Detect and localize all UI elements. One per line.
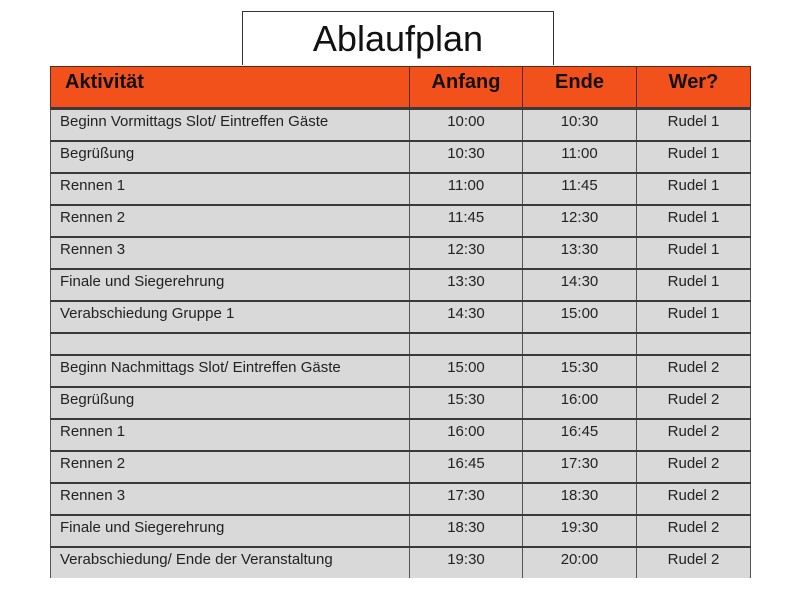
table-row (51, 109, 751, 141)
cell-start (410, 333, 523, 355)
cell-activity: Rennen 1 (51, 419, 410, 451)
header-who: Wer? (637, 67, 751, 109)
cell-start: 18:30 (410, 515, 523, 547)
header-end: Ende (523, 67, 637, 109)
header-start: Anfang (410, 67, 523, 109)
cell-end: 17:30 (523, 451, 637, 483)
table-row (51, 483, 751, 515)
cell-end: 11:00 (523, 141, 637, 173)
cell-start: 14:30 (410, 301, 523, 333)
cell-who (637, 333, 751, 355)
spacer-row (51, 333, 751, 355)
cell-who: Rudel 2 (637, 547, 751, 579)
cell-end: 12:30 (523, 205, 637, 237)
cell-who: Rudel 2 (637, 451, 751, 483)
cell-activity: Verabschiedung Gruppe 1 (51, 301, 410, 333)
cell-activity: Finale und Siegerehrung (51, 269, 410, 301)
cell-activity: Rennen 1 (51, 173, 410, 205)
cell-start: 11:45 (410, 205, 523, 237)
cell-start: 16:45 (410, 451, 523, 483)
cell-activity: Beginn Nachmittags Slot/ Eintreffen Gäste (51, 355, 410, 387)
page-title: Ablaufplan (242, 11, 554, 65)
table-row (51, 237, 751, 269)
cell-who: Rudel 2 (637, 515, 751, 547)
table-row (51, 205, 751, 237)
schedule-table (50, 66, 751, 579)
cell-start: 12:30 (410, 237, 523, 269)
cell-who: Rudel 2 (637, 483, 751, 515)
cell-end (523, 333, 637, 355)
cell-who: Rudel 1 (637, 173, 751, 205)
cell-activity: Rennen 2 (51, 205, 410, 237)
table-row (51, 355, 751, 387)
cell-who: Rudel 1 (637, 205, 751, 237)
table-row (51, 547, 751, 579)
cell-who: Rudel 1 (637, 141, 751, 173)
cell-start: 19:30 (410, 547, 523, 579)
cell-who: Rudel 1 (637, 109, 751, 141)
cell-end: 16:45 (523, 419, 637, 451)
cell-start: 10:30 (410, 141, 523, 173)
cell-end: 11:45 (523, 173, 637, 205)
cell-end: 10:30 (523, 109, 637, 141)
cell-who: Rudel 2 (637, 419, 751, 451)
table-row (51, 419, 751, 451)
cell-start: 15:30 (410, 387, 523, 419)
header-activity: Aktivität (51, 67, 410, 109)
cell-end: 13:30 (523, 237, 637, 269)
cell-end: 20:00 (523, 547, 637, 579)
cell-end: 19:30 (523, 515, 637, 547)
cell-start: 17:30 (410, 483, 523, 515)
cell-end: 15:00 (523, 301, 637, 333)
table-header-row (51, 67, 751, 109)
cell-start: 11:00 (410, 173, 523, 205)
table-row (51, 515, 751, 547)
table-row (51, 451, 751, 483)
table-row (51, 269, 751, 301)
table-row (51, 387, 751, 419)
cell-activity: Verabschiedung/ Ende der Veranstaltung (51, 547, 410, 579)
table-row (51, 141, 751, 173)
cell-activity: Rennen 3 (51, 237, 410, 269)
cell-end: 14:30 (523, 269, 637, 301)
cell-end: 16:00 (523, 387, 637, 419)
cell-end: 18:30 (523, 483, 637, 515)
cell-start: 16:00 (410, 419, 523, 451)
cell-activity: Rennen 2 (51, 451, 410, 483)
cell-who: Rudel 1 (637, 237, 751, 269)
cell-who: Rudel 1 (637, 269, 751, 301)
cell-start: 10:00 (410, 109, 523, 141)
cell-start: 15:00 (410, 355, 523, 387)
cell-who: Rudel 2 (637, 387, 751, 419)
cell-who: Rudel 2 (637, 355, 751, 387)
cell-activity (51, 333, 410, 355)
cell-activity: Finale und Siegerehrung (51, 515, 410, 547)
cell-activity: Begrüßung (51, 387, 410, 419)
table-row (51, 173, 751, 205)
cell-activity: Beginn Vormittags Slot/ Eintreffen Gäste (51, 109, 410, 141)
cell-end: 15:30 (523, 355, 637, 387)
table-row (51, 301, 751, 333)
cell-who: Rudel 1 (637, 301, 751, 333)
cell-start: 13:30 (410, 269, 523, 301)
cell-activity: Begrüßung (51, 141, 410, 173)
cell-activity: Rennen 3 (51, 483, 410, 515)
